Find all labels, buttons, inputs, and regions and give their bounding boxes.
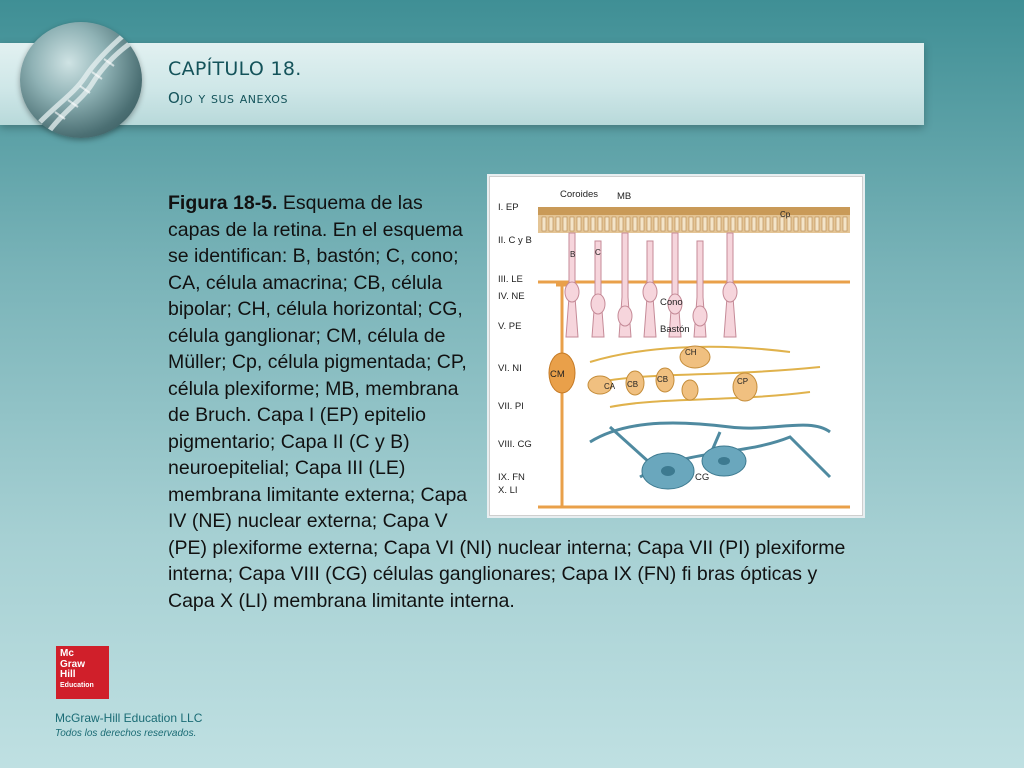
chapter-subtitle: Ojo y sus anexos [168,89,288,107]
pigment-villus [745,217,749,231]
photoreceptor-nucleus [693,306,707,326]
pigment-villus [794,217,798,231]
pigment-villus [570,217,574,231]
label-cg: CG [695,472,710,483]
copyright-notice: Todos los derechos reservados. [55,728,197,739]
logo-line: Education [60,681,94,689]
caption-text: Esquema de las capas de la retina. En el esquema se identifican: B, bastón; C, cono; CA, célula amacrina; CB, célula bipolar; CH, célula horizontal; CG, célula ganglionar; CM, célula de Müller; Cp, célula pigmentada; CP, célula plexiforme; MB, membrana de Bruch. Capa I (EP) epitelio pigmentario; Capa II (C y B) neuroepitelial; Capa III (LE) membrana limitante externa; Capa IV (NE) nuclear externa; Capa V (PE) plexiforme externa; Capa VI (NI) nuclear interna; Capa VII (PI) plexiforme interna; Capa VIII (CG) células ganglionares; Capa IX (FN) fi bras ópticas y Capa X (LI) membrana limitante interna. [168,192,846,612]
layer-label: V. PE [498,321,522,332]
layer-label: I. EP [498,202,519,213]
photoreceptor-nucleus [565,282,579,302]
layer-label: II. C y B [498,235,532,246]
pigment-villus [647,217,651,231]
photoreceptor-cell [669,233,681,337]
pigment-villus [563,217,567,231]
label-cono: Cono [660,297,683,308]
layer-label: VIII. CG [498,439,532,450]
pigment-villus [668,217,672,231]
pigment-villus [703,217,707,231]
label-ch: CH [685,348,697,357]
pigment-villus [724,217,728,231]
label-mb: MB [617,191,632,202]
pigment-villus [542,217,546,231]
pigment-villus [682,217,686,231]
pigment-villus [584,217,588,231]
pigment-villus [605,217,609,231]
label-cb-2: CB [657,375,669,384]
pigment-villus [738,217,742,231]
label-cp-small: Cp [780,210,791,219]
pigment-villus [689,217,693,231]
pigment-villus [752,217,756,231]
layer-label: III. LE [498,274,523,285]
pigment-villus [801,217,805,231]
pigment-villus [577,217,581,231]
pigment-villus [710,217,714,231]
figure-label: Figura 18-5. [168,192,278,214]
pigment-villus [675,217,679,231]
layer-label: IX. FN [498,472,525,483]
layer-label: X. LI [498,485,518,496]
layer-label: VII. PI [498,401,524,412]
retina-figure [489,176,863,516]
pigment-villus [640,217,644,231]
label-cb-1: CB [627,380,639,389]
pigment-villus [766,217,770,231]
pigment-villus [696,217,700,231]
pigment-villus [787,217,791,231]
pigment-villus [654,217,658,231]
logo-line: Hill [60,669,76,680]
pigment-villus [591,217,595,231]
pigment-villus [780,217,784,231]
label-coroides: Coroides [560,189,599,200]
label-b: B [570,250,576,259]
photoreceptor-nucleus [723,282,737,302]
label-baston: Bastón [660,324,690,335]
photoreceptor-nucleus [618,306,632,326]
label-cp: CP [737,377,749,386]
logo-line: Mc [60,648,74,659]
label-c: C [595,248,601,257]
pigment-villus [612,217,616,231]
pigment-villus [717,217,721,231]
figure-caption [168,190,868,614]
pigment-villus [549,217,553,231]
pigment-villus [661,217,665,231]
photoreceptor-nucleus [643,282,657,302]
pigment-villus [633,217,637,231]
pigment-villus [598,217,602,231]
label-cm: CM [550,369,565,380]
pigment-villus [815,217,819,231]
mcgraw-hill-logo [56,646,109,699]
layer-label: VI. NI [498,363,522,374]
dna-logo-image [20,22,142,138]
pigment-villus [808,217,812,231]
pigment-villus [836,217,840,231]
company-name: McGraw-Hill Education LLC [55,711,203,725]
pigment-villus [626,217,630,231]
pigment-villus [759,217,763,231]
pigment-villus [773,217,777,231]
pigment-villus [556,217,560,231]
pigment-villus [619,217,623,231]
photoreceptor-nucleus [591,294,605,314]
pigment-villus [731,217,735,231]
layer-label: IV. NE [498,291,525,302]
label-ca: CA [604,382,616,391]
chapter-title: CAPÍTULO 18. [168,58,302,80]
logo-line: Graw [60,658,86,670]
pigment-villus [829,217,833,231]
pigment-villus [843,217,847,231]
pigment-villus [822,217,826,231]
